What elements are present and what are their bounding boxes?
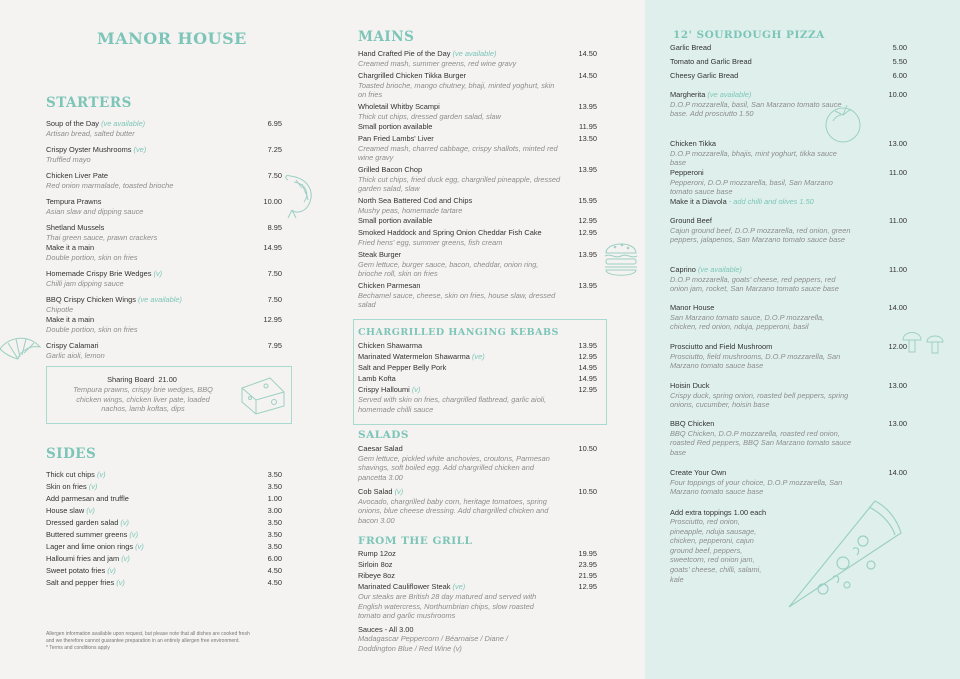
item-name: Halloumi fries and jam (v) — [46, 554, 130, 563]
item-name: Steak Burger — [358, 250, 402, 259]
item-tag: (v) — [107, 566, 116, 575]
item-name: Margherita (ve available) — [670, 90, 752, 99]
item-name: Sirloin 8oz — [358, 560, 393, 569]
sides-heading: SIDES — [46, 446, 97, 462]
item-price: 1.00 — [267, 494, 282, 503]
item-price: 7.25 — [267, 145, 282, 154]
item-desc: Double portion, skin on fries — [46, 324, 138, 334]
item-price: 19.95 — [578, 549, 597, 558]
item-desc: Thick cut chips, dressed garden salad, slaw — [358, 111, 501, 121]
item-desc: Fried hens' egg, summer greens, fish cream — [358, 237, 503, 247]
item-price: 12.95 — [578, 385, 597, 394]
item-desc: San Marzano tomato sauce, D.O.P mozzarella, chicken, red onion, nduja, pepperoni, basil — [670, 312, 825, 332]
item-price: 11.95 — [579, 122, 597, 131]
item-tag: (v) — [88, 482, 98, 491]
sharing-board-price: 21.00 — [158, 375, 177, 384]
item-tag: (v) — [116, 578, 125, 587]
item-name: Chicken Shawarma — [358, 341, 423, 350]
item-name: Manor House — [670, 303, 715, 312]
item-desc: Artisan bread, salted butter — [46, 128, 135, 138]
item-price: 5.50 — [892, 57, 907, 66]
item-name: Chicken Liver Pate — [46, 171, 109, 180]
item-desc: Mushy peas, homemade tartare — [358, 205, 463, 215]
item-name: Small portion available — [358, 216, 433, 225]
item-name: Crispy Halloumi (v) — [358, 385, 421, 394]
item-tag: (ve available) — [101, 119, 146, 128]
item-name: Ribeye 8oz — [358, 571, 395, 580]
item-price: 12.95 — [578, 228, 597, 237]
item-price: 14.95 — [578, 363, 597, 372]
item-desc: Thick cut chips, fried duck egg, chargrilled pineapple, dressed garden salad, slaw — [358, 174, 561, 194]
item-extra-desc: - add chilli and olives 1.50 — [726, 197, 814, 206]
item-name: Skin on fries (v) — [46, 482, 98, 491]
kebabs-note: Served with skin on fries, chargrilled flatbread, garlic aioli, homemade chilli sauce — [358, 395, 547, 414]
item-name: Smoked Haddock and Spring Onion Cheddar Fish Cake — [358, 228, 542, 237]
item-name: Salt and pepper fries (v) — [46, 578, 125, 587]
item-tag: (v) — [121, 554, 130, 563]
item-price: 14.95 — [578, 374, 597, 383]
allergen-line-3: * Terms and conditions apply — [46, 645, 110, 651]
item-name: Small portion available — [358, 122, 433, 131]
item-desc: Avocado, chargrilled baby corn, heritage tomatoes, spring onions, blue cheese dressing. Add chargrilled chicken and bacon 3.00 — [358, 496, 549, 525]
item-name: BBQ Chicken — [670, 419, 715, 428]
item-price: 7.50 — [267, 295, 282, 304]
prawn-icon — [282, 172, 322, 220]
item-desc: Cajun ground beef, D.O.P mozzarella, red onion, green peppers, jalapenos, San Marzano tomato sauce base — [670, 225, 851, 245]
grill-heading: FROM THE GRILL — [358, 535, 473, 547]
item-price: 13.95 — [578, 250, 597, 259]
item-price: 3.50 — [267, 542, 282, 551]
item-desc: Asian slaw and dipping sauce — [46, 206, 144, 216]
item-name: Lamb Kofta — [358, 374, 396, 383]
item-name: Chargrilled Chicken Tikka Burger — [358, 71, 467, 80]
item-name: Wholetail Whitby Scampi — [358, 102, 440, 111]
item-desc: Thai green sauce, prawn crackers — [46, 232, 158, 242]
item-name: Buttered summer greens (v) — [46, 530, 139, 539]
item-tag: (v) — [129, 530, 139, 539]
item-desc: Garlic aioli, lemon — [46, 350, 105, 360]
item-name: Marinated Cauliflower Steak (ve) — [358, 582, 466, 591]
item-name: Add parmesan and truffle — [46, 494, 129, 503]
item-name: Lager and lime onion rings (v) — [46, 542, 144, 551]
item-desc: Gem lettuce, burger sauce, bacon, cheddar, onion ring, brioche roll, skin on fries — [358, 259, 539, 279]
item-name: BBQ Crispy Chicken Wings (ve available) — [46, 295, 182, 304]
item-price: 12.95 — [263, 315, 282, 324]
sauces-title: Sauces - All 3.00 — [358, 625, 414, 634]
item-name: Shetland Mussels — [46, 223, 105, 232]
item-name: Tempura Prawns — [46, 197, 102, 206]
item-price: 6.00 — [892, 71, 907, 80]
pizza-heading: 12' SOURDOUGH PIZZA — [673, 29, 825, 41]
item-name: Tomato and Garlic Bread — [670, 57, 752, 66]
item-desc: Chilli jam dipping sauce — [46, 278, 124, 288]
left-column — [0, 0, 320, 679]
item-tag: (v) — [394, 487, 404, 496]
page-title: MANOR HOUSE — [97, 29, 247, 48]
item-price: 13.50 — [578, 134, 597, 143]
kebabs-heading: CHARGRILLED HANGING KEBABS — [358, 327, 559, 338]
item-price: 3.50 — [267, 482, 282, 491]
item-name: Sweet potato fries (v) — [46, 566, 116, 575]
item-price: 11.00 — [889, 168, 907, 177]
item-name: Homemade Crispy Brie Wedges (v) — [46, 269, 163, 278]
item-price: 4.50 — [267, 578, 282, 587]
allergen-line-1: Allergen information available upon request, but please note that all dishes are cooked fresh — [46, 631, 250, 637]
item-desc: D.O.P mozzarella, goats' cheese, red peppers, red onion jam, rocket, San Marzano tomato sauce base — [670, 274, 839, 294]
item-price: 12.95 — [578, 216, 597, 225]
item-price: 3.00 — [267, 506, 282, 515]
item-price: 5.00 — [892, 43, 907, 52]
item-name: Caprino (ve available) — [670, 265, 742, 274]
item-tag: (ve available) — [138, 295, 182, 304]
item-desc: Chipotle — [46, 304, 74, 314]
item-price: 10.00 — [888, 90, 907, 99]
mains-heading: MAINS — [358, 29, 415, 45]
item-tag: (ve) — [133, 145, 147, 154]
item-price: 13.95 — [578, 281, 597, 290]
item-desc: Truffled mayo — [46, 154, 91, 164]
item-tag: (v) — [120, 518, 129, 527]
item-name: Make it a main — [46, 315, 95, 324]
item-price: 12.95 — [578, 582, 597, 591]
item-price: 8.95 — [267, 223, 282, 232]
item-tag: (ve available) — [697, 265, 742, 274]
item-name: Chicken Tikka — [670, 139, 717, 148]
tomato-icon — [821, 101, 865, 145]
item-price: 6.00 — [267, 554, 282, 563]
item-name: Marinated Watermelon Shawarma (ve) — [358, 352, 485, 361]
allergen-line-2: and we therefore cannot guarantee preparation in an entirely allergen free environment. — [46, 638, 240, 644]
item-price: 3.50 — [267, 518, 282, 527]
item-name: Make it a main — [46, 243, 95, 252]
item-price: 13.00 — [888, 419, 907, 428]
item-price: 7.95 — [267, 341, 282, 350]
burger-icon — [603, 237, 639, 283]
item-tag: (ve) — [471, 352, 485, 361]
item-name: Thick cut chips (v) — [46, 470, 106, 479]
sharing-board-title: Sharing Board — [107, 375, 155, 384]
item-price: 13.95 — [578, 102, 597, 111]
item-name: Pan Fried Lambs' Liver — [358, 134, 434, 143]
item-desc: Crispy duck, spring onion, roasted bell peppers, spring onions, cucumber, hoisin base — [670, 390, 849, 410]
item-name: Salt and Pepper Belly Pork — [358, 363, 447, 372]
item-tag: (v) — [153, 269, 163, 278]
grill-note: Our steaks are British 28 day matured and served with English watercress, Northumbrian chips, slow roasted tomato and garlic mushrooms — [358, 592, 537, 621]
item-price: 13.00 — [888, 381, 907, 390]
sharing-board-desc: Tempura prawns, crispy brie wedges, BBQ chicken wings, chicken liver pate, loaded nachos, lamb koftas, dips — [73, 385, 213, 414]
item-extra — [670, 197, 814, 206]
item-name: Chicken Parmesan — [358, 281, 421, 290]
item-price: 14.50 — [578, 71, 597, 80]
mushroom-icon — [901, 328, 947, 356]
item-price: 3.50 — [267, 530, 282, 539]
item-name: Ground Beef — [670, 216, 712, 225]
item-name: Rump 12oz — [358, 549, 396, 558]
item-price: 4.50 — [267, 566, 282, 575]
item-price: 11.00 — [889, 216, 907, 225]
item-price: 10.50 — [578, 487, 597, 496]
item-price: 11.00 — [889, 265, 907, 274]
item-price: 10.00 — [263, 197, 282, 206]
item-name: Pepperoni — [670, 168, 704, 177]
item-name: House slaw (v) — [46, 506, 95, 515]
item-price: 7.50 — [267, 269, 282, 278]
item-desc: Pepperoni, D.O.P mozzarella, basil, San Marzano tomato sauce base — [670, 177, 833, 197]
item-price: 7.50 — [267, 171, 282, 180]
item-name: Create Your Own — [670, 468, 727, 477]
item-tag: (v) — [86, 506, 95, 515]
item-tag: (ve available) — [707, 90, 752, 99]
item-name: Soup of the Day (ve available) — [46, 119, 146, 128]
item-desc: Creamed mash, summer greens, red wine gravy — [358, 58, 517, 68]
pizza-panel — [645, 0, 960, 679]
item-price: 13.95 — [578, 341, 597, 350]
item-name: Caesar Salad — [358, 444, 403, 453]
item-desc: Gem lettuce, pickled white anchovies, croutons, Parmesan shavings, soft boiled egg. Add chargrilled chicken and pancetta 3.00 — [358, 453, 550, 482]
item-tag: (v) — [411, 385, 421, 394]
item-price: 12.95 — [578, 352, 597, 361]
item-tag: (ve) — [452, 582, 466, 591]
item-desc: Prosciutto, field mushrooms, D.O.P mozzarella, San Marzano tomato sauce base — [670, 351, 841, 371]
pizza-slice-icon — [783, 493, 903, 613]
item-name: Dressed garden salad (v) — [46, 518, 129, 527]
extras-title: Add extra toppings 1.00 each — [670, 508, 767, 517]
item-name: Hoisin Duck — [670, 381, 710, 390]
item-name: Hand Crafted Pie of the Day (ve available) — [358, 49, 497, 58]
item-name: Prosciutto and Field Mushroom — [670, 342, 773, 351]
item-price: 23.95 — [578, 560, 597, 569]
item-desc: Red onion marmalade, toasted brioche — [46, 180, 174, 190]
shell-icon — [0, 333, 42, 365]
salads-heading: SALADS — [358, 429, 409, 441]
item-desc: Four toppings of your choice, D.O.P mozzarella, San Marzano tomato sauce base — [670, 477, 843, 497]
item-price: 10.50 — [578, 444, 597, 453]
item-name: Cheesy Garlic Bread — [670, 71, 739, 80]
item-price: 3.50 — [267, 470, 282, 479]
item-price: 21.95 — [578, 571, 597, 580]
item-desc: Toasted brioche, mango chutney, bhaji, minted yoghurt, skin on fries — [358, 80, 555, 100]
item-tag: (ve available) — [452, 49, 497, 58]
item-name: Crispy Oyster Mushrooms (ve) — [46, 145, 147, 154]
middle-column — [320, 0, 645, 679]
item-desc: D.O.P mozzarella, bhajis, mint yoghurt, tikka sauce base — [670, 148, 837, 168]
extras-list: Prosciutto, red onion, pineapple, nduja sausage, chicken, pepperoni, cajun ground beef, peppers, sweetcorn, red onion jam, goats' cheese, chilli, salami, kale — [670, 517, 762, 584]
item-desc: BBQ Chicken, D.O.P mozzarella, roasted red onion, roasted Red peppers, BBQ San Marzano tomato sauce base — [670, 428, 852, 457]
item-extra-name: Make it a Diavola — [670, 197, 727, 206]
item-desc: D.O.P mozzarella, basil, San Marzano tomato sauce base. Add prosciutto 1.50 — [670, 99, 842, 119]
item-price: 14.00 — [888, 303, 907, 312]
item-desc: Creamed mash, charred cabbage, crispy shallots, minted red wine gravy — [358, 143, 558, 163]
item-price: 14.95 — [263, 243, 282, 252]
item-price: 14.50 — [578, 49, 597, 58]
item-desc: Double portion, skin on fries — [46, 252, 138, 262]
item-name: Grilled Bacon Chop — [358, 165, 423, 174]
item-name: North Sea Battered Cod and Chips — [358, 196, 473, 205]
item-price: 13.00 — [888, 139, 907, 148]
item-tag: (v) — [96, 470, 106, 479]
sauces-list: Madagascar Peppercorn / Béarnaise / Diane / Doddington Blue / Red Wine (v) — [358, 634, 508, 653]
item-price: 6.95 — [267, 119, 282, 128]
cheese-icon — [240, 374, 286, 416]
item-desc: Bechamel sauce, cheese, skin on fries, house slaw, dressed salad — [358, 290, 556, 310]
item-name: Garlic Bread — [670, 43, 712, 52]
starters-heading: STARTERS — [46, 95, 132, 111]
item-name: Cob Salad (v) — [358, 487, 404, 496]
item-price: 12.00 — [888, 342, 907, 351]
item-price: 13.95 — [578, 165, 597, 174]
item-price: 14.00 — [888, 468, 907, 477]
item-tag: (v) — [135, 542, 144, 551]
item-name: Crispy Calamari — [46, 341, 99, 350]
item-price: 15.95 — [578, 196, 597, 205]
